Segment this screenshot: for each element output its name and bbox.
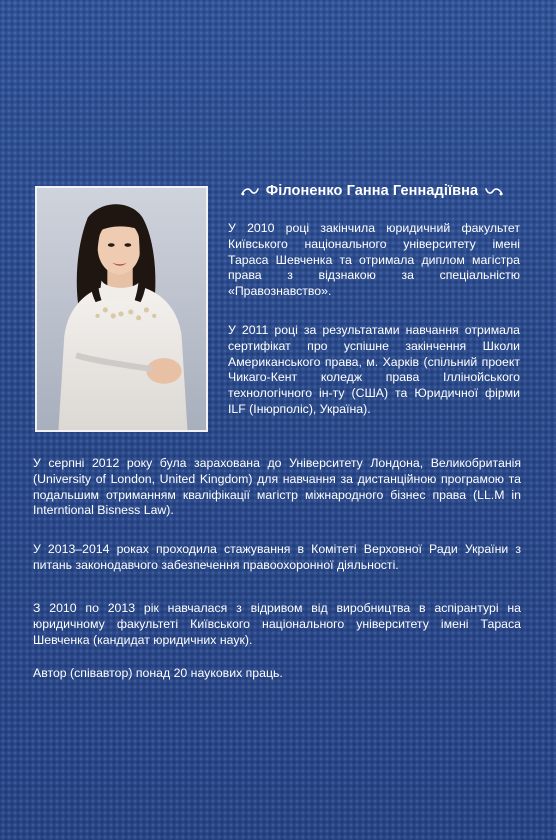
swirl-ornament-icon [484, 185, 504, 197]
author-photo [35, 186, 208, 432]
bio-paragraph-american-law-school: У 2011 році за результатами навчання отримала сертифікат про успішне закінчення Школи Американського права, м. Харків (спільний проект Чикаго-Кент коледж права Іллінойського технологічного ін-ту (США) та Юридичної фірми ILF (Інюрполіс), Україна). [228, 323, 520, 416]
author-name-heading [222, 183, 522, 199]
swirl-ornament-icon [240, 185, 260, 197]
bio-paragraph-internship: У 2013–2014 роках проходила стажування в Комітеті Верховної Ради України з питань законодавчого забезпечення правоохоронної діяльності. [33, 542, 521, 572]
bio-paragraph-publications: Автор (співавтор) понад 20 наукових праць. [33, 666, 283, 680]
author-name: Філоненко Ганна Геннадіївна [265, 183, 479, 199]
bio-paragraph-postgraduate: З 2010 по 2013 рік навчалася з відривом від виробництва в аспірантурі на юридичному факультеті Київського національного університету імені Тараса Шевченка (кандидат юридичних наук). [33, 601, 521, 647]
bio-paragraph-london-university: У серпні 2012 року була зарахована до Університету Лондона, Великобританія (University of London, United Kingdom) для навчання за дистанційною програмою та подальшим отриманням кваліфікації магістр міжнародного бізнес права (LL.M in Interntional Bisness Law). [33, 456, 521, 518]
portrait-illustration [37, 188, 206, 430]
bio-paragraph-education: У 2010 році закінчила юридичний факультет Київського національного університету імені Тараса Шевченка та отримала диплом магістра права з відзнакою за спеціальністю «Правознавство». [228, 221, 520, 299]
